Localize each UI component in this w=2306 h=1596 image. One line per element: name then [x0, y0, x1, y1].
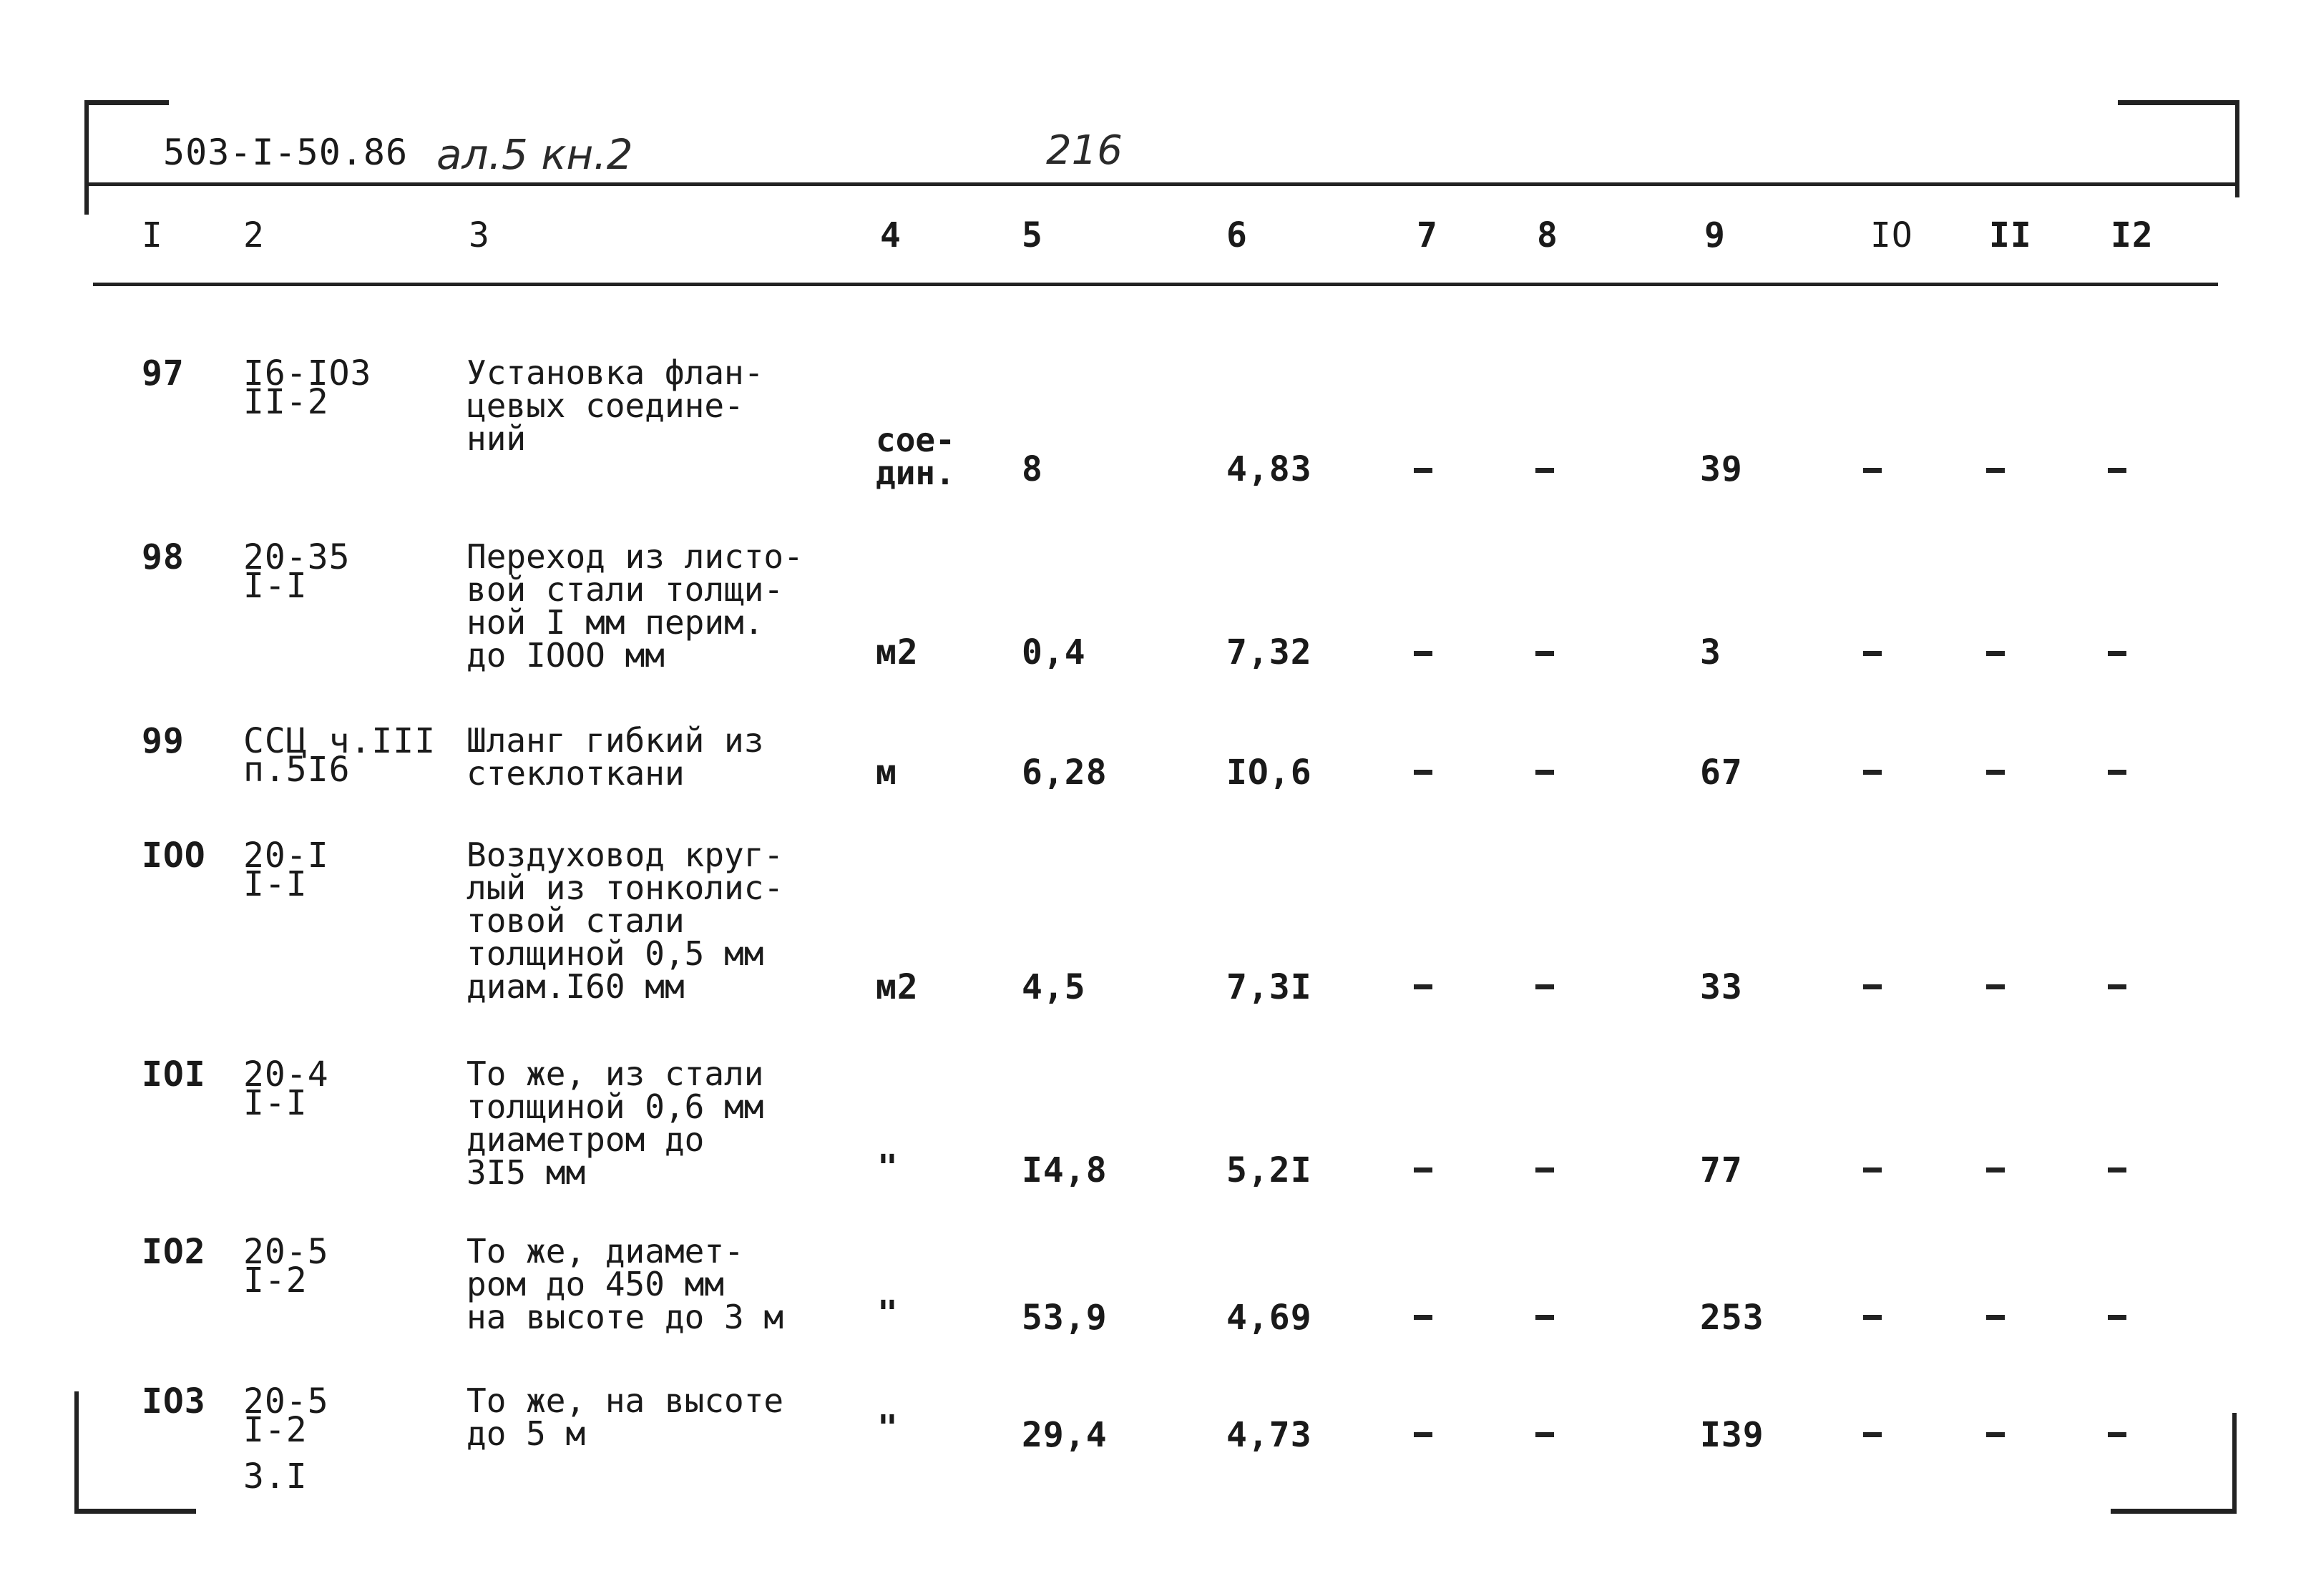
- dash-col8: [1535, 770, 1554, 775]
- unit-price: 4,69: [1226, 1298, 1312, 1338]
- dash-col8: [1535, 651, 1554, 656]
- total-cost: 33: [1700, 967, 1743, 1007]
- quantity: 4,5: [1022, 967, 1086, 1007]
- work-description: То же, на высоте до 5 м: [466, 1381, 784, 1453]
- work-description: То же, диамет- ром до 450 мм на высоте до 3 м: [466, 1232, 784, 1336]
- column-number: 7: [1417, 215, 1438, 255]
- dash-col10: [1863, 468, 1882, 473]
- dash-col7: [1414, 1432, 1432, 1437]
- dash-col8: [1535, 1432, 1554, 1437]
- work-description: Воздуховод круг- лый из тонколис- товой стали толщиной 0,5 мм диам.I60 мм: [466, 836, 784, 1006]
- unit: ": [877, 1147, 899, 1188]
- row-number: IOI: [142, 1054, 206, 1095]
- dash-col11: [1986, 651, 2005, 656]
- dash-col10: [1863, 770, 1882, 775]
- dash-col11: [1986, 1167, 2005, 1172]
- unit-price: 4,83: [1226, 449, 1312, 489]
- norm-code-line: I-I: [243, 864, 308, 904]
- total-cost: 253: [1700, 1298, 1764, 1338]
- dash-col8: [1535, 1167, 1554, 1172]
- unit: ": [877, 1293, 899, 1333]
- unit: м: [876, 753, 897, 793]
- unit: м2: [876, 632, 919, 672]
- quantity: 8: [1022, 449, 1043, 489]
- dash-col12: [2108, 468, 2126, 473]
- dash-col11: [1986, 468, 2005, 473]
- dash-col10: [1863, 984, 1882, 989]
- unit-price: 5,2I: [1226, 1150, 1312, 1190]
- dash-col7: [1414, 468, 1432, 473]
- total-cost: 67: [1700, 753, 1743, 793]
- dash-col12: [2108, 770, 2126, 775]
- frame-bottom-right-vertical: [2232, 1413, 2237, 1513]
- column-number: 5: [1022, 215, 1043, 255]
- norm-code-line: 20-5: [243, 1381, 329, 1421]
- norm-code-line: 20-I: [243, 836, 329, 876]
- total-cost: 77: [1700, 1150, 1743, 1190]
- dash-col8: [1535, 984, 1554, 989]
- quantity: 0,4: [1022, 632, 1086, 672]
- unit-price: IO,6: [1226, 753, 1312, 793]
- frame-top-right-horizontal: [2118, 100, 2239, 105]
- norm-code-line: ССЦ ч.III: [243, 721, 436, 761]
- dash-col10: [1863, 1315, 1882, 1320]
- dash-col12: [2108, 984, 2126, 989]
- norm-code-line: I-I: [243, 566, 308, 606]
- frame-bottom-left-vertical: [74, 1391, 79, 1513]
- frame-bottom-right-horizontal: [2111, 1509, 2237, 1514]
- dash-col8: [1535, 468, 1554, 473]
- quantity: 6,28: [1022, 753, 1108, 793]
- dash-col12: [2108, 1167, 2126, 1172]
- norm-code-line: II-2: [243, 382, 329, 422]
- column-number: IO: [1870, 215, 1913, 255]
- frame-top-left-vertical: [84, 100, 89, 215]
- row-number: IOO: [142, 836, 206, 876]
- column-number: 6: [1226, 215, 1248, 255]
- norm-code-line: п.5I6: [243, 750, 351, 790]
- work-description: То же, из стали толщиной 0,6 мм диаметром до 3I5 мм: [466, 1054, 764, 1192]
- total-cost: 39: [1700, 449, 1743, 489]
- norm-code-line: 3.I: [243, 1457, 308, 1497]
- norm-code-line: 20-5: [243, 1232, 329, 1272]
- row-number: IO3: [142, 1381, 206, 1421]
- unit-price: 4,73: [1226, 1415, 1312, 1455]
- quantity: 53,9: [1022, 1298, 1108, 1338]
- dash-col7: [1414, 984, 1432, 989]
- total-cost: 3: [1700, 632, 1721, 672]
- dash-col11: [1986, 1315, 2005, 1320]
- work-description: Шланг гибкий из стеклоткани: [466, 721, 764, 793]
- dash-col12: [2108, 1432, 2126, 1437]
- document-code: 503-I-50.86: [163, 132, 409, 173]
- dash-col11: [1986, 770, 2005, 775]
- column-number: 8: [1537, 215, 1558, 255]
- quantity: I4,8: [1022, 1150, 1108, 1190]
- dash-col10: [1863, 1432, 1882, 1437]
- dash-col7: [1414, 651, 1432, 656]
- album-note: ал.5 кн.2: [436, 130, 633, 179]
- frame-top-left-horizontal: [84, 100, 169, 105]
- norm-code-line: 20-4: [243, 1054, 329, 1095]
- dash-col8: [1535, 1315, 1554, 1320]
- dash-col10: [1863, 1167, 1882, 1172]
- header-rule: [84, 182, 2239, 186]
- norm-code-line: I-I: [243, 1083, 308, 1123]
- dash-col12: [2108, 1315, 2126, 1320]
- unit: м2: [876, 967, 919, 1007]
- column-header-rule: [93, 283, 2218, 286]
- frame-bottom-left-horizontal: [74, 1509, 196, 1514]
- column-number: 3: [469, 215, 490, 255]
- column-number: 2: [243, 215, 265, 255]
- page-number: 216: [1046, 127, 1123, 174]
- column-number: I: [142, 215, 163, 255]
- norm-code-line: I-2: [243, 1410, 308, 1450]
- unit: сое- дин.: [876, 421, 955, 492]
- row-number: 97: [142, 353, 185, 393]
- work-description: Переход из листо- вой стали толщи- ной I мм перим. до IOOO мм: [466, 537, 803, 675]
- column-number: 9: [1704, 215, 1726, 255]
- norm-code-line: I-2: [243, 1260, 308, 1301]
- row-number: 99: [142, 721, 185, 761]
- quantity: 29,4: [1022, 1415, 1108, 1455]
- column-number: I2: [2111, 215, 2154, 255]
- dash-col10: [1863, 651, 1882, 656]
- row-number: 98: [142, 537, 185, 577]
- dash-col7: [1414, 770, 1432, 775]
- total-cost: I39: [1700, 1415, 1764, 1455]
- norm-code-line: I6-IO3: [243, 353, 372, 393]
- work-description: Установка флан- цевых соедине- ний: [466, 353, 764, 458]
- unit-price: 7,3I: [1226, 967, 1312, 1007]
- dash-col11: [1986, 1432, 2005, 1437]
- unit-price: 7,32: [1226, 632, 1312, 672]
- norm-code-line: 20-35: [243, 537, 351, 577]
- column-number: II: [1989, 215, 2032, 255]
- dash-col11: [1986, 984, 2005, 989]
- column-number: 4: [880, 215, 902, 255]
- dash-col12: [2108, 651, 2126, 656]
- unit: ": [877, 1408, 899, 1448]
- dash-col7: [1414, 1315, 1432, 1320]
- dash-col7: [1414, 1167, 1432, 1172]
- row-number: IO2: [142, 1232, 206, 1272]
